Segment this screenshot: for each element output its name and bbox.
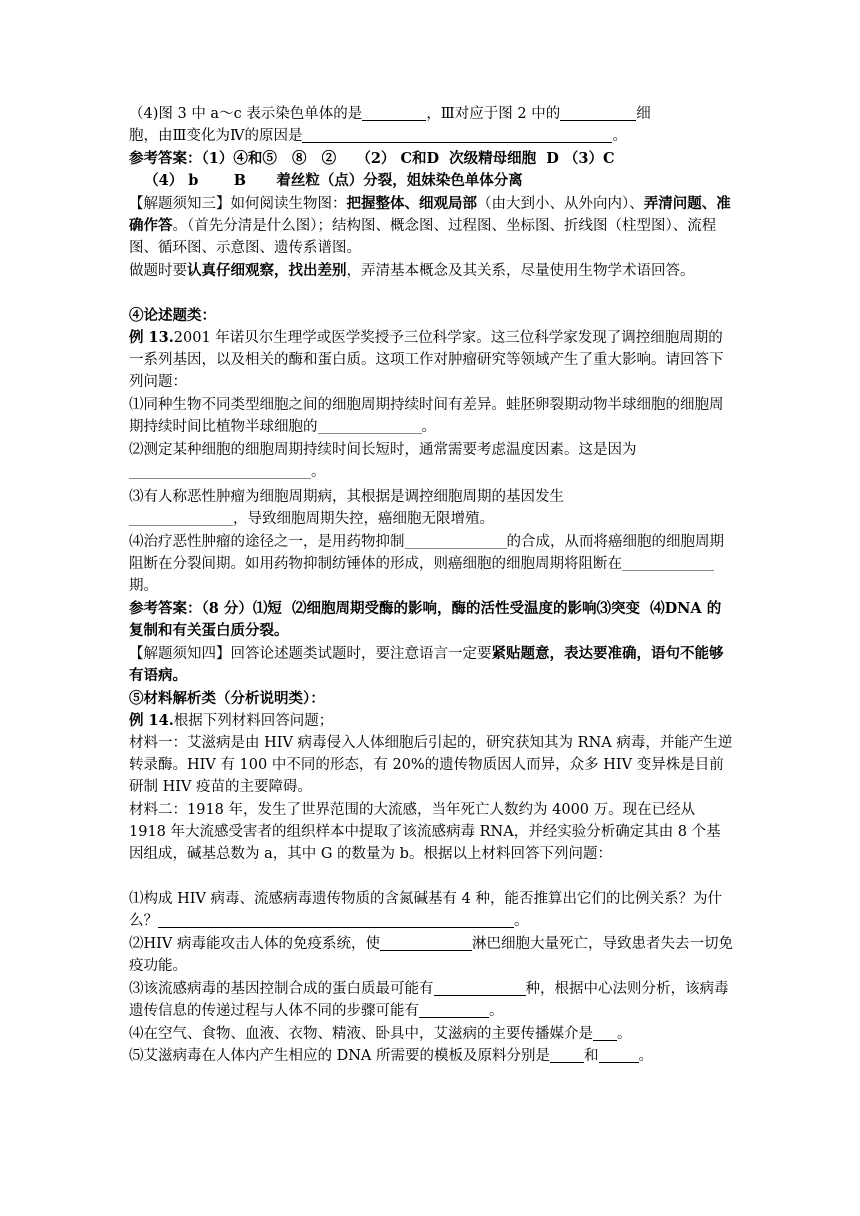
answer-blank: [599, 1046, 639, 1063]
example-14-intro: [129, 710, 733, 732]
answer-blank: [318, 417, 422, 434]
answer-blank: [419, 1001, 489, 1018]
example-14-q2: [129, 933, 733, 977]
example-14-q3: [129, 978, 733, 1022]
answer-key-paragraph: [129, 148, 733, 192]
text: （由大到小、从外向内）、: [477, 196, 644, 212]
text: 做题时要: [129, 263, 187, 279]
answer-blank: [560, 104, 636, 121]
text: 认真仔细观察，找出差别: [187, 262, 347, 279]
answer-blank: [593, 1024, 617, 1041]
text: 。: [612, 128, 627, 145]
text: ，弄清基本概念及其关系，尽量使用生物学术语回答。: [346, 263, 695, 279]
text: 。: [514, 913, 529, 930]
text: ⑸艾滋病毒在人体内产生相应的 DNA 所需要的模板及原料分别是: [129, 1048, 551, 1064]
tip-four-paragraph: [129, 643, 733, 687]
text: 。: [617, 1026, 632, 1042]
text: 。（首先分清是什么图）；结构图、概念图、过程图、坐标图、折线图（柱型图）、流程图、循环图、示意图、遗传系谱图。: [129, 218, 717, 257]
material-two: 材料二：1918 年，发生了世界范围的大流感，当年死亡人数约为 4000 万。现在已经从 1918 年大流感受害者的组织样本中提取了该流感病毒 RNA，并经实验分析确定其由 8 个基因组成，碱基总数为 a，其中 G 的数量为 b。根据以上材料回答下列问题：: [129, 802, 721, 863]
tip-three-note: [129, 260, 733, 282]
text: 期。: [129, 578, 158, 595]
example-14-q1: [129, 888, 733, 932]
answer-blank: [380, 934, 472, 951]
answer-blank: [434, 979, 526, 996]
material-one: 材料一：艾滋病是由 HIV 病毒侵入人体细胞后引起的，研究获知其为 RNA 病毒，并能产生逆转录酶。HIV 有 100 中不同的形态，有 20%的遗传物质因人而异，众多 HIV 变异株是目前研制 HIV 疫苗的主要障碍。: [129, 735, 733, 796]
example-13-q2: [129, 439, 733, 483]
answer-blank: [129, 509, 233, 526]
text: 。: [421, 419, 436, 436]
text: 参考答案：（1）④和⑤ ⑧ ② （2） C和D 次级精母细胞 D （3）C: [129, 150, 615, 167]
text: （4） b B 着丝粒（点）分裂，姐妹染色单体分离: [129, 172, 523, 190]
example-13-q4: [129, 531, 733, 598]
text: 。: [638, 1048, 654, 1064]
text: 根据下列材料回答问题；: [173, 713, 334, 729]
section-heading-essay: ④论述题类：: [129, 307, 216, 324]
text: 紧贴题意，表达要准确，语句不能够有语病。: [129, 645, 724, 685]
example-13-q1: [129, 394, 733, 438]
answer-blank: [550, 1046, 584, 1063]
text: 胞，由Ⅲ变化为Ⅳ的原因是: [129, 128, 303, 145]
text: 种，根据中心法则分析，该病毒遗传信息的传递过程与人体不同的步骤可能有: [129, 981, 729, 1020]
text: 【解题须知三】如何阅读生物图：: [129, 196, 347, 212]
text: 例 13.: [129, 329, 174, 346]
example-13-q3: [129, 486, 733, 530]
text: 。: [311, 464, 326, 481]
example-14-q4: [129, 1023, 733, 1045]
text: ，导致细胞周期失控，癌细胞无限增殖。: [233, 511, 494, 528]
text: ⑷治疗恶性肿瘤的途径之一，是用药物抑制: [129, 534, 405, 550]
text: ⑶该流感病毒的基因控制合成的蛋白质最可能有: [129, 981, 434, 997]
tip-three-paragraph: [129, 193, 733, 260]
text: 2001 年诺贝尔生理学或医学奖授予三位科学家。这三位科学家发现了调控细胞周期的一系列基因，以及相关的酶和蛋白质。这项工作对肿瘤研究等领域产生了重大影响。请回答下列问题：: [129, 330, 724, 391]
example-13-intro: [129, 327, 733, 394]
answer-blank: [302, 126, 612, 143]
text: ⑷在空气、食物、血液、衣物、精液、卧具中，艾滋病的主要传播媒介是: [129, 1026, 593, 1042]
answer-blank: [158, 911, 514, 928]
text: 淋巴细胞大量死亡，导致患者失去一切免疫功能。: [129, 936, 733, 975]
text: 弄清问题、准确作答: [129, 195, 731, 235]
text: 例 14.: [129, 712, 174, 729]
text: 细: [636, 106, 651, 122]
text: ⑴构成 HIV 病毒、流感病毒遗传物质的含氮碱基有 4 种，能否推算出它们的比例关系？为什么？: [129, 891, 723, 930]
question-4-paragraph: [129, 103, 733, 147]
text: 和: [584, 1048, 599, 1064]
text: ，Ⅲ对应于图 2 中的: [426, 106, 561, 122]
text: ⑵测定某种细胞的细胞周期持续时间长短时，通常需要考虑温度因素。这是因为: [129, 442, 637, 458]
example-13-answer-key: 参考答案：（8 分）⑴短 ⑵细胞周期受酶的影响，酶的活性受温度的影响⑶突变 ⑷DNA 的复制和有关蛋白质分裂。: [129, 600, 722, 640]
answer-blank: [622, 554, 714, 571]
text: ⑴同种生物不同类型细胞之间的细胞周期持续时间有差异。蛙胚卵裂期动物半球细胞的细胞周期持续时间比植物半球细胞的: [129, 397, 724, 436]
text: 【解题须知四】回答论述题类试题时，要注意语言一定要: [129, 646, 492, 662]
text: （4)图 3 中 a～c 表示染色单体的是: [129, 106, 363, 122]
answer-blank: [129, 462, 311, 479]
section-heading-material: ⑤材料解析类（分析说明类）：: [129, 690, 325, 707]
answer-blank: [405, 532, 507, 549]
text: 。: [489, 1003, 504, 1020]
answer-blank: [362, 104, 426, 121]
text: 的合成，从而将癌细胞的细胞周期阻断在分裂间期。如用药物抑制纺锤体的形成，则癌细胞的细胞周期将阻断在: [129, 534, 724, 573]
text: ⑶有人称恶性肿瘤为细胞周期病，其根据是调控细胞周期的基因发生: [129, 489, 564, 505]
text: 把握整体、细观局部: [346, 195, 477, 212]
text: ⑵HIV 病毒能攻击人体的免疫系统，使: [129, 936, 380, 952]
example-14-q5: [129, 1045, 733, 1067]
